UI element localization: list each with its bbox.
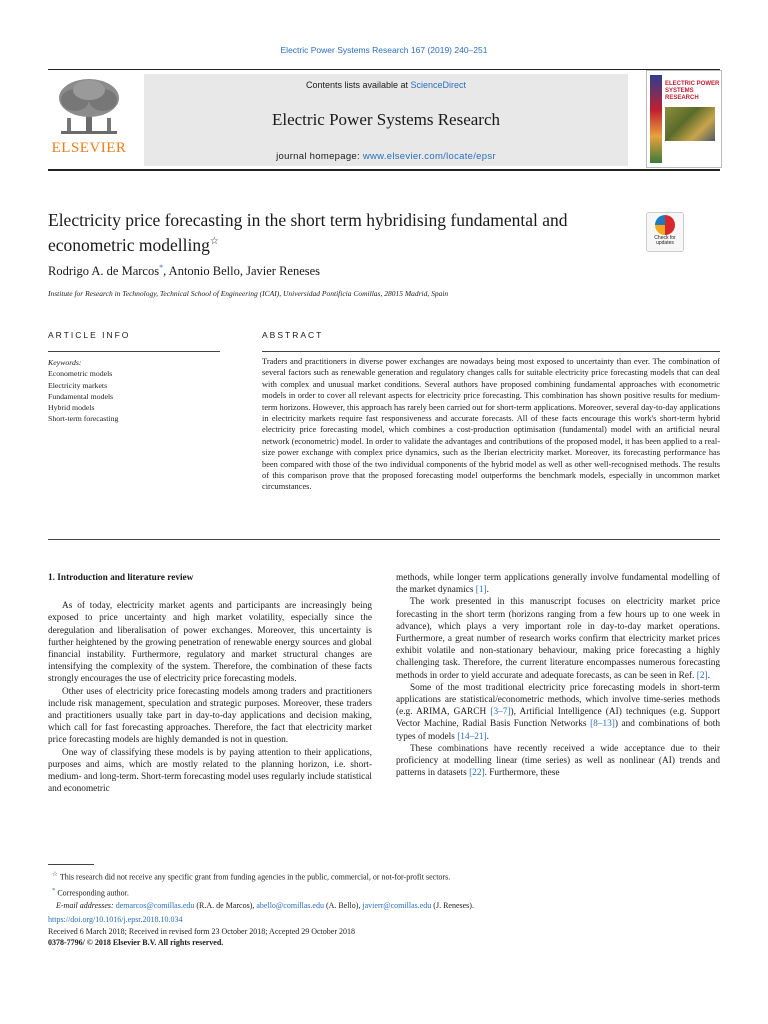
elsevier-tree-icon <box>51 76 127 138</box>
keyword-item: Electricity markets <box>48 380 108 390</box>
paragraph: These combinations have recently received a wide acceptance due to their proficiency at modelling linear (time series) as well as nonlinear (AI) trends and patterns in datasets [22]. Furthermore, these <box>396 743 720 779</box>
body-column-left <box>48 572 372 795</box>
abstract-text: Traders and practitioners in diverse power exchanges are nowadays being most exposed to uncertainty than ever. The combination of several factors such as renewable generation and regulatory changes calls for suitable electricity price forecasting models that can deal with complex and unusual market conditions. Several authors have proposed combining fundamental approaches with econometric models in order to cover all relevant aspects for electricity price forecasting. This combination has shown positive results for medium-term horizons. However, this approach has rarely been carried out for short-term applications. Moreover, several day-to-day applications in electricity markets require fast responsiveness and accurate forecasts. All of these facts encourage this work's short-term hybrid electricity price forecasting model, which combines a cost-production optimisation (fundamental) model with an artificial neural network (econometric) model. In order to validate the advantages and contributions of the proposed model, it has been applied to a real-size power exchange with complex price dynamics, such as the Iberian electricity market. Moreover, its forecasting performance has been compared with those of the two individual components of the hybrid model as well as other well-recognised methods. The results of this comparison prove that the proposed forecasting model outperforms the benchmark models, especially in uncommon market circumstances. <box>262 357 720 492</box>
elsevier-logo[interactable] <box>48 76 130 164</box>
header-top-rule <box>48 69 720 70</box>
author-list: Rodrigo A. de Marcos*, Antonio Bello, Javier Reneses <box>48 263 321 279</box>
section-heading: 1. Introduction and literature review <box>48 573 194 583</box>
cover-stripe <box>650 75 662 163</box>
article-info-rule <box>48 351 220 352</box>
received-dates: Received 6 March 2018; Received in revised form 23 October 2018; Accepted 29 October 2018 <box>48 926 356 936</box>
corresponding-author-footnote: * Corresponding author. <box>52 886 129 898</box>
reference-link[interactable]: [22] <box>469 768 485 779</box>
keyword-item: Short-term forecasting <box>48 414 119 424</box>
journal-cover-image[interactable] <box>646 70 722 168</box>
cover-title: ELECTRIC POWER SYSTEMS RESEARCH <box>665 81 720 101</box>
cover-photo <box>665 107 715 141</box>
paragraph: The work presented in this manuscript focuses on electricity market price forecasting in the short term (horizons ranging from a few hours up to one week in advance), which plays a very important role in day-to-day market operations. Furthermore, a great number of research works confirm that electricity market prices exhibit volatile and non-stationary behaviour, making price forecasting a highly challenging task. Therefore, the current literature encompasses numerous forecasting methods in order to yield accurate and adequate forecasts, as can be seen in Ref. [2]. <box>396 597 720 681</box>
abstract-end-rule <box>48 539 720 540</box>
publication-info <box>48 914 355 949</box>
reference-link[interactable]: [3–7] <box>490 707 511 718</box>
abstract-rule <box>262 351 720 352</box>
keywords-label: Keywords: <box>48 358 82 367</box>
crossmark-label: Check for updates <box>654 235 676 246</box>
funding-footnote: ☆ This research did not receive any specific grant from funding agencies in the public, commercial, or not-for-profit sectors. <box>52 871 451 882</box>
footnote-rule <box>48 864 94 865</box>
journal-homepage-line: journal homepage: www.elsevier.com/locate/epsr <box>276 151 496 162</box>
paragraph: methods, while longer term applications generally involve fundamental modelling of the market dynamics [1]. <box>396 573 720 596</box>
elsevier-wordmark: ELSEVIER <box>51 140 127 156</box>
journal-title: Electric Power Systems Research <box>271 110 500 129</box>
author-affiliation: Institute for Research in Technology, Technical School of Engineering (ICAI), Universidad Pontificia Comillas, 28015 Madrid, Spain <box>48 289 449 298</box>
journal-banner <box>144 74 628 166</box>
reference-link[interactable]: [14–21] <box>457 731 487 742</box>
keyword-item: Fundamental models <box>48 391 114 401</box>
reference-link[interactable]: [1] <box>475 585 487 596</box>
sciencedirect-link[interactable]: ScienceDirect <box>410 80 467 90</box>
doi-link[interactable]: https://doi.org/10.1016/j.epsr.2018.10.034 <box>48 915 183 924</box>
email-footnote: E-mail addresses: demarcos@comillas.edu (R.A. de Marcos), abello@comillas.edu (A. Bello), javierr@comillas.edu (J. Reneses). <box>56 901 474 911</box>
paragraph: One way of classifying these models is by paying attention to their applications, purposes and aims, which are mostly related to the planning horizon, i.e. short- medium- and long-term. Short-term forecasting model uses regularly include statistical and econometric <box>48 747 372 795</box>
title-footnote-mark[interactable]: ☆ <box>209 236 219 247</box>
contents-lists-line: Contents lists available at ScienceDirect <box>305 80 467 90</box>
paragraph: Other uses of electricity price forecasting models among traders and practitioners include risk management, speculation and strategic purposes. Moreover, these traders and practitioners usually take part in day-to-day applications and decision making, which call for fast forecasting approaches. Therefore, the fact that electricity market price forecasting models are highly demanded is not in question. <box>48 686 372 746</box>
article-info-heading: ARTICLE INFO <box>48 330 131 340</box>
body-column-right <box>396 572 720 779</box>
email-link[interactable]: javierr@comillas.edu <box>362 901 432 911</box>
journal-citation[interactable]: Electric Power Systems Research 167 (2019) 240–251 <box>280 45 488 55</box>
reference-link[interactable]: [2] <box>696 670 708 681</box>
crossmark-icon <box>655 215 675 235</box>
reference-link[interactable]: [8–13] <box>590 719 615 730</box>
header-bottom-rule <box>48 169 720 171</box>
email-link[interactable]: demarcos@comillas.edu <box>115 901 195 911</box>
copyright-line: 0378-7796/ © 2018 Elsevier B.V. All rights reserved. <box>48 938 224 947</box>
journal-homepage-link[interactable]: www.elsevier.com/locate/epsr <box>362 151 496 162</box>
corresponding-author-mark[interactable]: * <box>159 263 164 272</box>
keyword-item: Hybrid models <box>48 403 95 413</box>
keyword-item: Econometric models <box>48 369 113 379</box>
paragraph: Some of the most traditional electricity price forecasting models in short-term applications are statistical/econometric methods, which involve time-series methods (e.g. ARIMA, GARCH [3–7]), Artificial Intelligence (AI) techniques (e.g. Support Vector Machine, Radial Basis Function Networks [8–13]) and combinations of both types of models [14–21]. <box>396 682 720 742</box>
paragraph: As of today, electricity market agents and participants are increasingly being exposed to price uncertainty and high market volatility, especially since the deregulation and liberalisation of power exchanges. Moreover, this uncertainty is further heightened by the growing penetration of renewable energy sources and global financial instability. Furthermore, regulatory and market structural changes are intensifying the complexity of the system. Therefore, the combination of these facts strongly encourages the use of electricity price forecasting models. <box>48 601 372 685</box>
check-for-updates-badge[interactable] <box>646 212 684 252</box>
keywords-list <box>48 357 118 425</box>
email-link[interactable]: abello@comillas.edu <box>256 901 324 911</box>
article-title: Electricity price forecasting in the short term hybridising fundamental and econometric modelling☆ <box>48 210 568 255</box>
footnotes <box>48 868 720 912</box>
abstract-heading: ABSTRACT <box>262 330 324 340</box>
